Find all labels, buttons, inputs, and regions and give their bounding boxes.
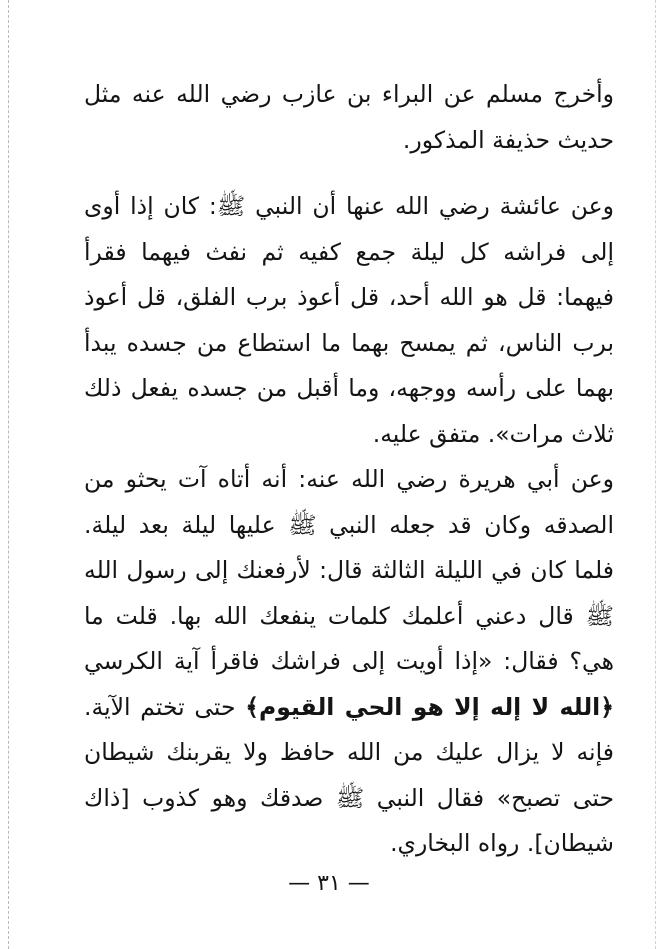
page-edge-right <box>655 0 656 949</box>
paragraph-abu-hurairah-narration <box>84 457 614 867</box>
page-edge-left <box>8 0 9 949</box>
narration-text-opening: وعن أبي هريرة رضي الله عنه: أنه أتاه آت يحثو من الصدقه وكان قد جعله النبي ﷺ عليها ليلة بعد ليلة. فلما كان في الليلة الثالثة قال: لأرفعنك إلى رسول الله ﷺ قال دعني أعلمك كلمات ينفعك الله بها. قلت ما هي؟ فقال: «إذا أويت إلى فراشك فاقرأ آية الكرسي <box>84 465 614 675</box>
page-number: — ٣١ — <box>288 871 370 896</box>
paragraph-aisha-narration: وعن عائشة رضي الله عنها أن النبي ﷺ: كان إذا أوى إلى فراشه كل ليلة جمع كفيه ثم نفث فيهما فقرأ فيهما: قل هو الله أحد، قل أعوذ برب الفلق، قل أعوذ برب الناس، ثم يمسح بهما ما استطاع من جسده يبدأ بهما على رأسه ووجهه، وما أقبل من جسده يفعل ذلك ثلاث مرات». متفق عليه. <box>84 192 614 448</box>
narration-text-closing: حتى تختم الآية. فإنه لا يزال عليك من الله حافظ ولا يقربنك شيطان حتى تصبح» فقال النبي ﷺ صدقك وهو كذوب [ذاك شيطان]. رواه البخاري. <box>84 692 614 857</box>
paragraph-muslim-narration: وأخرج مسلم عن البراء بن عازب رضي الله عنه مثل حديث حذيفة المذكور. <box>84 80 614 154</box>
quran-verse: ﴿الله لا إله إلا هو الحي القيوم﴾ <box>245 692 614 721</box>
